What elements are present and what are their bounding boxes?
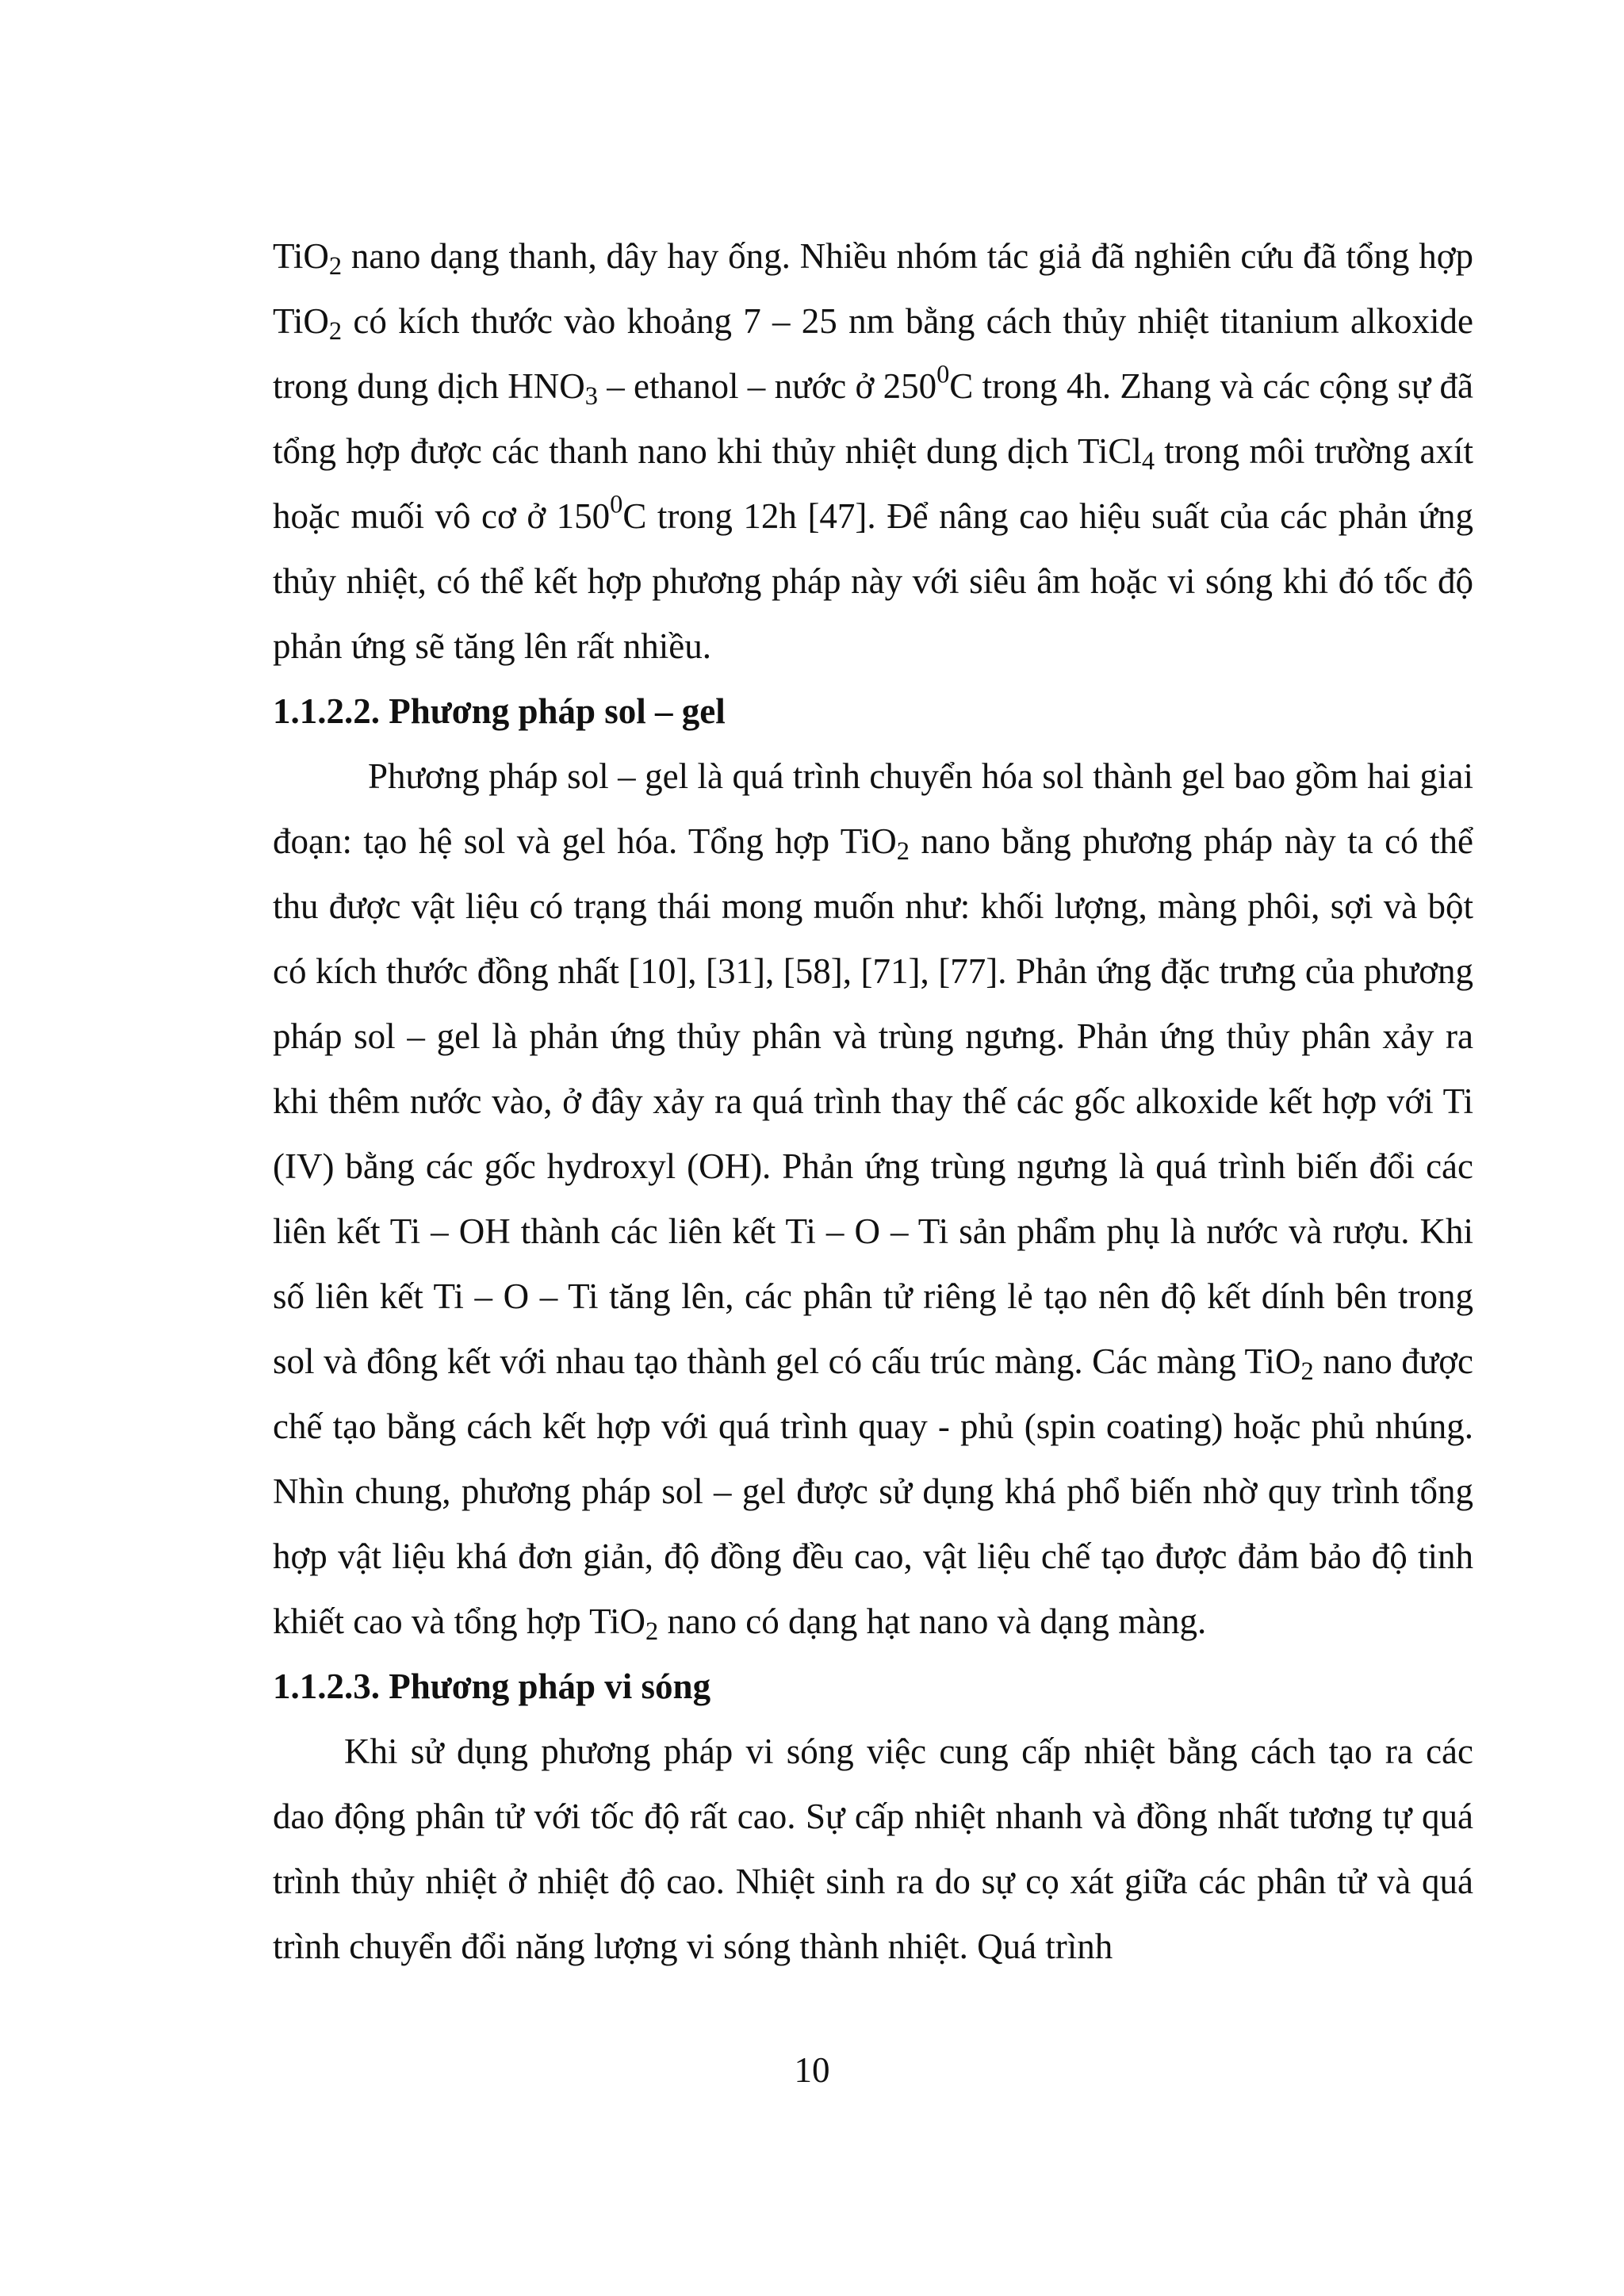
text-run: Khi sử dụng phương pháp vi sóng việc cung cấp nhiệt bằng cách tạo ra các dao động phân tử với tốc độ rất cao. Sự cấp nhiệt nhanh và đồng nhất tương tự quá trình thủy nhiệt ở nhiệt độ cao. Nhiệt sinh ra do sự cọ xát giữa các phân tử và quá trình chuyển đổi năng lượng vi sóng thành nhiệt. Quá trình <box>273 1732 1473 1966</box>
text-run: có kích thước vào khoảng 7 – 25 nm bằng cách thủy nhiệt titanium alkoxide trong dung dịch HNO <box>273 301 1473 406</box>
subscript: 3 <box>584 382 598 411</box>
text-run: TiO <box>273 236 329 276</box>
text-run: nano có dạng hạt nano và dạng màng. <box>658 1601 1207 1641</box>
text-run: nano dạng thanh, dây hay ống. Nhiều nhóm tác giả đã nghiên cứu đã tổng hợp TiO <box>273 236 1473 341</box>
document-body <box>273 224 1473 1979</box>
page-number: 10 <box>794 2050 830 2090</box>
subscript: 4 <box>1141 447 1155 476</box>
subscript: 2 <box>328 252 343 281</box>
section-heading-microwave: 1.1.2.3. Phương pháp vi sóng <box>273 1667 711 1706</box>
paragraph-sol-gel <box>273 744 1473 1654</box>
text-run: nano được chế tạo bằng cách kết hợp với quá trình quay - phủ (spin coating) hoặc phủ nhúng. Nhìn chung, phương pháp sol – gel được sử dụng khá phổ biến nhờ quy trình tổng hợp vật liệu khá đơn giản, độ đồng đều cao, vật liệu chế tạo được đảm bảo độ tinh khiết cao và tổng hợp TiO <box>273 1341 1473 1641</box>
subscript: 2 <box>1300 1357 1314 1387</box>
text-run: C trong 12h [47]. Để nâng cao hiệu suất của các phản ứng thủy nhiệt, có thể kết hợp phương pháp này với siêu âm hoặc vi sóng khi đó tốc độ phản ứng sẽ tăng lên rất nhiều. <box>273 496 1473 666</box>
subscript: 2 <box>328 317 343 346</box>
subscript: 2 <box>896 837 910 867</box>
text-run: trong môi trường axít hoặc muối vô cơ ở 150 <box>273 431 1473 536</box>
text-run: – ethanol – nước ở 250 <box>598 366 937 406</box>
superscript: 0 <box>610 490 623 519</box>
subscript: 2 <box>645 1617 659 1647</box>
superscript: 0 <box>936 360 950 389</box>
text-run: nano bằng phương pháp này ta có thể thu được vật liệu có trạng thái mong muốn như: khối lượng, màng phôi, sợi và bột có kích thước đồng nhất [10], [31], [58], [71], [77]. Phản ứng đặc trưng của phương pháp sol – gel là phản ứng thủy phân và trùng ngưng. Phản ứng thủy phân xảy ra khi thêm nước vào, ở đây xảy ra quá trình thay thế các gốc alkoxide kết hợp với Ti (IV) bằng các gốc hydroxyl (OH). Phản ứng trùng ngưng là quá trình biến đổi các liên kết Ti – OH thành các liên kết Ti – O – Ti sản phẩm phụ là nước và rượu. Khi số liên kết Ti – O – Ti tăng lên, các phân tử riêng lẻ tạo nên độ kết dính bên trong sol và đông kết với nhau tạo thành gel có cấu trúc màng. Các màng TiO <box>273 821 1473 1381</box>
paragraph-microwave <box>273 1719 1473 1979</box>
section-heading-sol-gel: 1.1.2.2. Phương pháp sol – gel <box>273 691 726 731</box>
paragraph-hydrothermal <box>273 224 1473 679</box>
text-run: C trong 4h. Zhang và các cộng sự đã tổng hợp được các thanh nano khi thủy nhiệt dung dịch TiCl <box>273 366 1473 471</box>
text-run: Phương pháp sol – gel là quá trình chuyển hóa sol thành gel bao gồm hai giai đoạn: tạo hệ sol và gel hóa. Tổng hợp TiO <box>273 756 1473 861</box>
